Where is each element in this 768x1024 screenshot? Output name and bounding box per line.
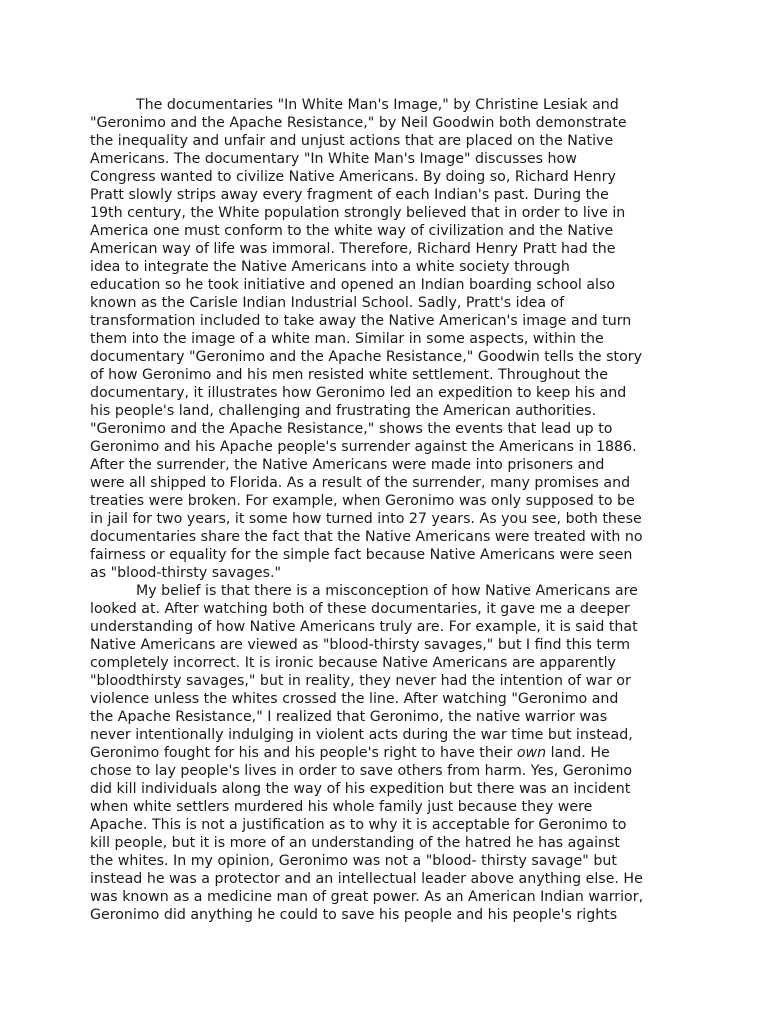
text-line: completely incorrect. It is ironic because Native Americans are apparently xyxy=(90,655,616,671)
text-line: Geronimo and his Apache people's surrender against the Americans in 1886. xyxy=(90,439,637,455)
text-line: documentary "Geronimo and the Apache Resistance," Goodwin tells the story xyxy=(90,349,642,365)
text-line: Apache. This is not a justification as to why it is acceptable for Geronimo to xyxy=(90,817,627,833)
text-line: was known as a medicine man of great power. As an American Indian warrior, xyxy=(90,889,644,905)
text-line: "bloodthirsty savages," but in reality, they never had the intention of war or xyxy=(90,673,631,689)
text-line: the whites. In my opinion, Geronimo was not a "blood- thirsty savage" but xyxy=(90,853,617,869)
text-line: his people's land, challenging and frustrating the American authorities. xyxy=(90,403,597,419)
text-line: Congress wanted to civilize Native Americans. By doing so, Richard Henry xyxy=(90,169,616,185)
text-line: "Geronimo and the Apache Resistance," shows the events that lead up to xyxy=(90,421,613,437)
text-line: kill people, but it is more of an understanding of the hatred he has against xyxy=(90,835,620,851)
text-line: idea to integrate the Native Americans into a white society through xyxy=(90,259,570,275)
text-line: known as the Carisle Indian Industrial School. Sadly, Pratt's idea of xyxy=(90,295,565,311)
paragraph-2 xyxy=(90,582,680,924)
text-line: fairness or equality for the simple fact because Native Americans were seen xyxy=(90,547,633,563)
text-line: chose to lay people's lives in order to save others from harm. Yes, Geronimo xyxy=(90,763,633,779)
text-line: America one must conform to the white way of civilization and the Native xyxy=(90,223,614,239)
text-line: did kill individuals along the way of his expedition but there was an incident xyxy=(90,781,631,797)
text-line-emphasis xyxy=(90,744,680,762)
emphasis-word: own xyxy=(516,745,547,761)
text-line: documentary, it illustrates how Geronimo led an expedition to keep his and xyxy=(90,385,627,401)
text-line: transformation included to take away the Native American's image and turn xyxy=(90,313,632,329)
text-line: After the surrender, the Native Americans were made into prisoners and xyxy=(90,457,605,473)
text-line: in jail for two years, it some how turned into 27 years. As you see, both these xyxy=(90,511,642,527)
text-line: The documentaries "In White Man's Image," by Christine Lesiak and xyxy=(136,97,619,113)
text-line: treaties were broken. For example, when Geronimo was only supposed to be xyxy=(90,493,635,509)
text-line: of how Geronimo and his men resisted white settlement. Throughout the xyxy=(90,367,608,383)
text-line: 19th century, the White population strongly believed that in order to live in xyxy=(90,205,626,221)
text-line: My belief is that there is a misconception of how Native Americans are xyxy=(136,583,638,599)
essay-body xyxy=(90,96,680,924)
text-line: when white settlers murdered his whole family just because they were xyxy=(90,799,593,815)
emphasis-line-pre: Geronimo fought for his and his people's right to have their xyxy=(90,745,517,761)
text-line: looked at. After watching both of these documentaries, it gave me a deeper xyxy=(90,601,630,617)
text-line: Pratt slowly strips away every fragment of each Indian's past. During the xyxy=(90,187,609,203)
text-line: were all shipped to Florida. As a result of the surrender, many promises and xyxy=(90,475,631,491)
paragraph-1 xyxy=(90,96,680,582)
text-line: Geronimo did anything he could to save his people and his people's rights xyxy=(90,907,618,923)
text-line: instead he was a protector and an intellectual leader above anything else. He xyxy=(90,871,643,887)
text-line: "Geronimo and the Apache Resistance," by Neil Goodwin both demonstrate xyxy=(90,115,627,131)
text-line: Native Americans are viewed as "blood-thirsty savages," but I find this term xyxy=(90,637,631,653)
text-line: Americans. The documentary "In White Man's Image" discusses how xyxy=(90,151,577,167)
text-line: the Apache Resistance," I realized that Geronimo, the native warrior was xyxy=(90,709,608,725)
text-line: never intentionally indulging in violent acts during the war time but instead, xyxy=(90,727,633,743)
emphasis-line-post: land. He xyxy=(546,745,610,761)
text-line: American way of life was immoral. Therefore, Richard Henry Pratt had the xyxy=(90,241,616,257)
text-line: documentaries share the fact that the Native Americans were treated with no xyxy=(90,529,643,545)
text-line: understanding of how Native Americans truly are. For example, it is said that xyxy=(90,619,638,635)
text-line: as "blood-thirsty savages." xyxy=(90,565,282,581)
text-line: the inequality and unfair and unjust actions that are placed on the Native xyxy=(90,133,614,149)
text-line: violence unless the whites crossed the line. After watching "Geronimo and xyxy=(90,691,619,707)
text-line: education so he took initiative and opened an Indian boarding school also xyxy=(90,277,616,293)
text-line: them into the image of a white man. Similar in some aspects, within the xyxy=(90,331,604,347)
